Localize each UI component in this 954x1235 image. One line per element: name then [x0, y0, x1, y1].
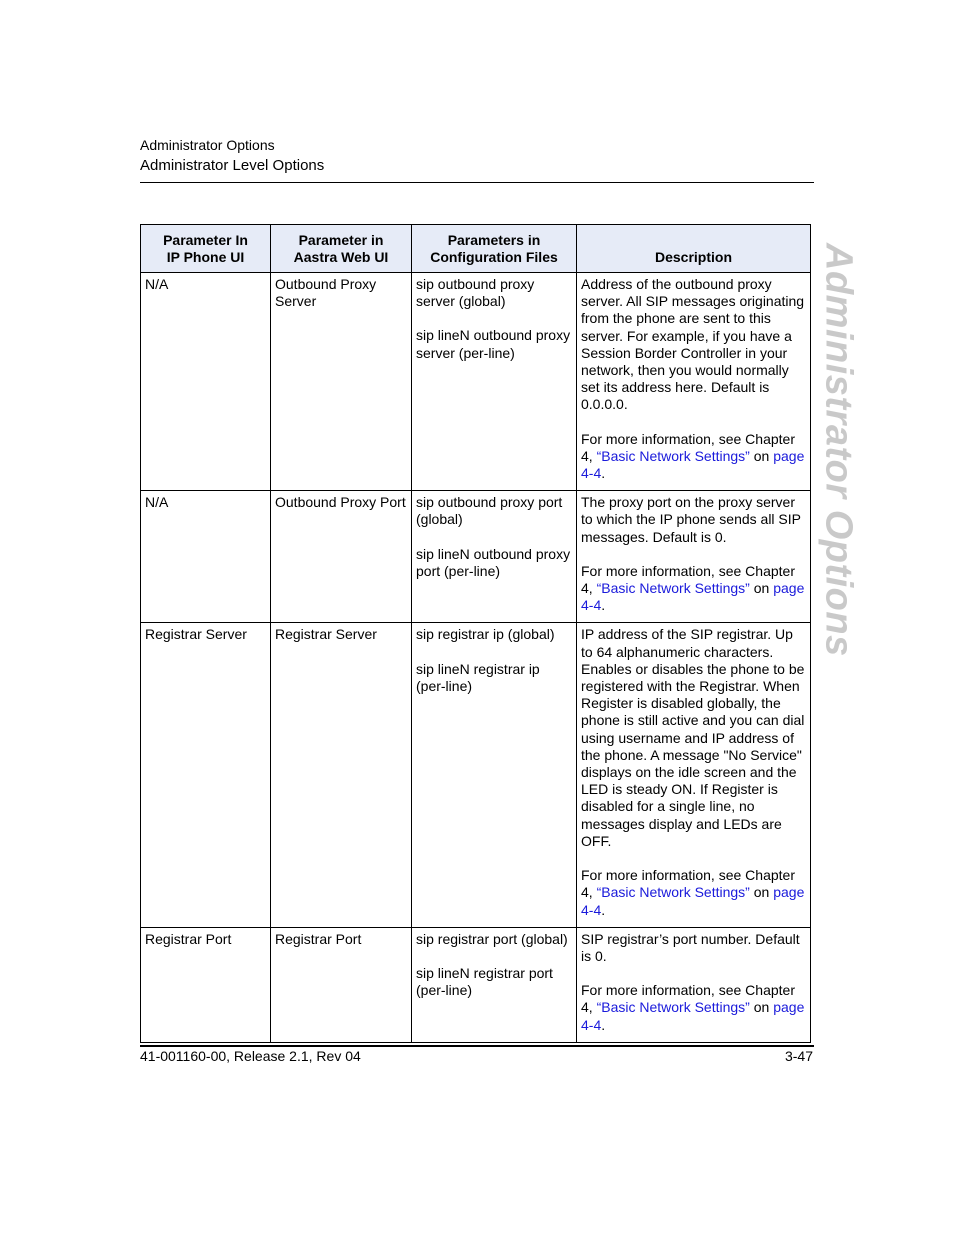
- chapter-link[interactable]: “Basic Network Settings”: [596, 447, 750, 464]
- description-text: SIP registrar’s port number. Default is 0.: [581, 930, 800, 964]
- config-param-per-line: sip lineN outbound proxy server (per-line): [416, 327, 571, 361]
- config-param-global: sip registrar port (global): [416, 930, 568, 947]
- column-header-description: Description: [577, 225, 811, 273]
- more-info-text: For more information, see Chapter 4, “Basic Network Settings” on page 4-4.: [581, 562, 805, 614]
- config-param-per-line: sip lineN outbound proxy port (per-line): [416, 545, 571, 579]
- chapter-link[interactable]: “Basic Network Settings”: [596, 884, 750, 901]
- running-header-subsection: Administrator Level Options: [140, 157, 325, 174]
- cell-ip-phone-ui: N/A: [141, 273, 271, 491]
- header-rule: [140, 182, 814, 183]
- cell-web-ui: Outbound Proxy Port: [271, 491, 412, 623]
- page-link[interactable]: page 4-4: [581, 447, 805, 482]
- table-row: [141, 623, 811, 927]
- cell-config-files: [412, 491, 577, 623]
- table-row: [141, 927, 811, 1042]
- table-header-row: [141, 225, 811, 273]
- column-header-ip-phone-ui: Parameter In IP Phone UI: [141, 225, 271, 273]
- page-link[interactable]: page 4-4: [581, 999, 805, 1033]
- cell-description: [577, 927, 811, 1042]
- config-param-global: sip outbound proxy port (global): [416, 494, 563, 528]
- more-info-text: For more information, see Chapter 4, “Basic Network Settings” on page 4-4.: [581, 430, 805, 482]
- table-row: [141, 491, 811, 623]
- parameter-table: [140, 224, 811, 1043]
- chapter-link[interactable]: “Basic Network Settings”: [596, 999, 750, 1016]
- chapter-side-tab: [817, 243, 860, 657]
- cell-description: [577, 623, 811, 927]
- cell-config-files: [412, 273, 577, 491]
- cell-web-ui: Outbound Proxy Server: [271, 273, 412, 491]
- page-link[interactable]: page 4-4: [581, 580, 805, 614]
- footer-rule: [140, 1045, 814, 1047]
- cell-ip-phone-ui: N/A: [141, 491, 271, 623]
- cell-ip-phone-ui: Registrar Port: [141, 927, 271, 1042]
- more-info-text: For more information, see Chapter 4, “Basic Network Settings” on page 4-4.: [581, 982, 805, 1033]
- cell-description: [577, 273, 811, 491]
- config-param-per-line: sip lineN registrar ip (per-line): [416, 660, 540, 694]
- cell-web-ui: Registrar Port: [271, 927, 412, 1042]
- cell-config-files: [412, 623, 577, 927]
- description-text: The proxy port on the proxy server to which the IP phone sends all SIP messages. Default is 0.: [581, 494, 801, 545]
- table-row: [141, 273, 811, 491]
- config-param-per-line: sip lineN registrar port (per-line): [416, 964, 553, 999]
- cell-ip-phone-ui: Registrar Server: [141, 623, 271, 927]
- chapter-side-tab-label: Administrator Options: [817, 243, 860, 657]
- column-header-config-files: Parameters in Configuration Files: [412, 225, 577, 273]
- chapter-link[interactable]: “Basic Network Settings”: [596, 580, 750, 597]
- config-param-global: sip outbound proxy server (global): [416, 276, 535, 310]
- config-param-global: sip registrar ip (global): [416, 626, 555, 643]
- cell-config-files: [412, 927, 577, 1042]
- cell-description: [577, 491, 811, 623]
- description-text: IP address of the SIP registrar. Up to 64 alphanumeric characters. Enables or disables the phone to be registered with the Registrar. When Register is disabled globally, the phone is still active and you can dial using username and IP address of the phone. A message "No Service" displays on the idle screen and the LED is steady ON. If Register is disabled for a single line, no messages display and LEDs are OFF.: [581, 626, 805, 849]
- more-info-text: For more information, see Chapter 4, “Basic Network Settings” on page 4-4.: [581, 867, 805, 918]
- running-header-section: Administrator Options: [140, 137, 275, 153]
- description-text: Address of the outbound proxy server. All SIP messages originating from the phone are sent to this server. For example, if you have a Session Border Controller in your network, then you would normally set its address here. Default is 0.0.0.0.: [581, 276, 805, 413]
- footer-doc-id: 41-001160-00, Release 2.1, Rev 04: [140, 1048, 361, 1064]
- cell-web-ui: Registrar Server: [271, 623, 412, 927]
- page-link[interactable]: page 4-4: [581, 884, 805, 918]
- footer-page-number: 3-47: [784, 1048, 813, 1064]
- column-header-web-ui: Parameter in Aastra Web UI: [271, 225, 412, 273]
